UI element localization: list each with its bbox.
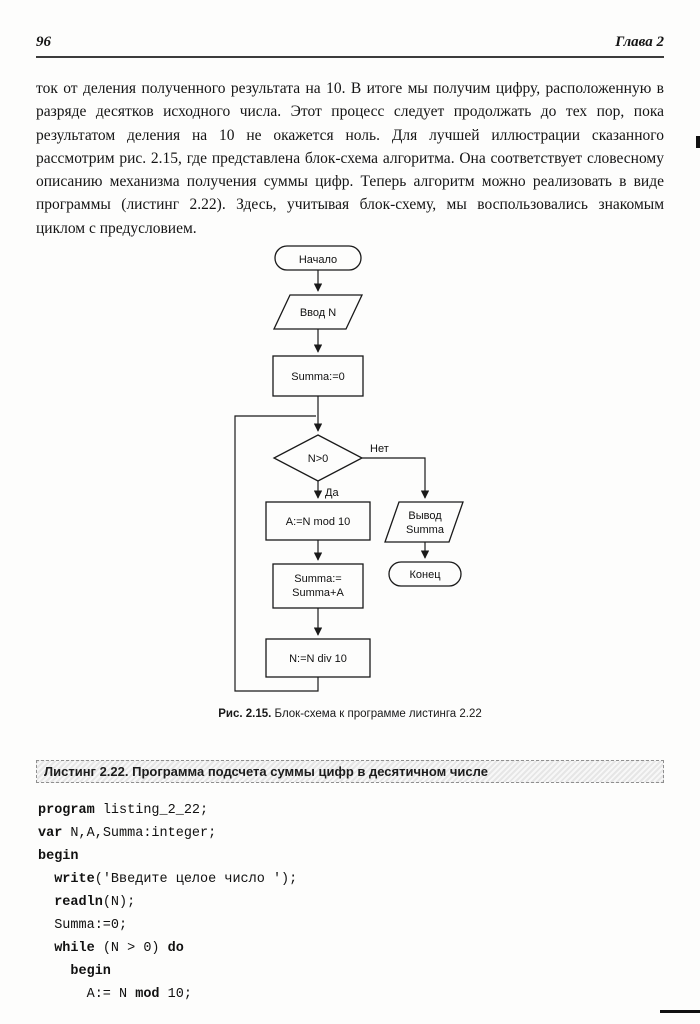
label-end: Конец <box>409 568 441 581</box>
page-header <box>36 0 664 58</box>
code-text: Summa:=0; <box>38 917 128 933</box>
code-text <box>38 941 54 956</box>
code-keyword: do <box>167 940 184 956</box>
code-text: listing_2_22; <box>94 802 209 818</box>
code-keyword: while <box>54 940 95 956</box>
code-line <box>38 914 664 937</box>
flowchart-figure <box>185 244 485 696</box>
flow-arrow-no-branch <box>362 458 425 498</box>
label-yes: Да <box>325 486 339 499</box>
label-div: N:=N div 10 <box>289 652 347 665</box>
flowchart-svg <box>185 244 485 696</box>
code-line <box>38 937 664 960</box>
code-line <box>38 891 664 914</box>
label-sum-line2: Summa+A <box>292 586 344 599</box>
page-number: 96 <box>36 34 51 50</box>
label-mod: A:=N mod 10 <box>285 515 351 528</box>
label-sum-line1: Summa:= <box>294 572 342 585</box>
process-sum <box>273 564 363 608</box>
code-text: ('Введите целое число '); <box>94 871 298 887</box>
body-paragraph: ток от деления полученного результата на 10. В итоге мы получим цифру, расположенную в разряде десятков исходного числа. Этот процесс следует продолжать до тех пор, пока результатом деления на 10 не окажется ноль. Для лучшей иллюстрации сказанного рассмотрим рис. 2.15, где представлена блок-схема алгоритма. Она соответствует словесному описанию механизма получения суммы цифр. Теперь алгоритм можно реализовать в виде программы (листинг 2.22). Здесь, учитывая блок-схему, мы воспользовались знакомым циклом с предусловием. <box>36 80 664 237</box>
figure-caption-number: Рис. 2.15. <box>218 707 272 720</box>
label-output-line2: Summa <box>406 523 444 536</box>
code-keyword: write <box>54 871 95 887</box>
code-text: N,A,Summa:integer; <box>62 825 217 841</box>
figure-caption-text: Блок-схема к программе листинга 2.22 <box>271 707 482 720</box>
code-keyword: readln <box>54 894 103 910</box>
label-init: Summa:=0 <box>291 370 345 383</box>
code-text: A:= N <box>38 986 136 1002</box>
listing-title: Листинг 2.22. Программа подсчета суммы цифр в десятичном числе <box>44 763 488 779</box>
code-keyword: begin <box>70 963 111 979</box>
label-condition: N>0 <box>307 452 329 465</box>
code-line <box>38 845 664 868</box>
label-start: Начало <box>298 253 338 266</box>
code-text: (N); <box>102 894 136 910</box>
scan-artifact <box>660 1010 700 1013</box>
chapter-title: Глава 2 <box>615 34 664 50</box>
code-text <box>38 895 54 910</box>
code-text <box>38 872 54 887</box>
io-output-summa <box>385 502 463 542</box>
code-keyword: begin <box>38 848 79 864</box>
scan-artifact <box>696 136 700 148</box>
code-keyword: program <box>38 802 95 818</box>
code-keyword: var <box>38 825 63 841</box>
label-output-line1: Вывод <box>408 509 442 522</box>
code-line <box>38 960 664 983</box>
label-no: Нет <box>370 442 389 455</box>
label-input: Ввод N <box>299 306 337 319</box>
code-line <box>38 983 664 1006</box>
code-listing <box>38 799 664 1006</box>
code-line <box>38 822 664 845</box>
listing-title-bar <box>36 760 664 783</box>
code-text: (N > 0) <box>94 940 168 956</box>
code-line <box>38 799 664 822</box>
figure-caption <box>36 708 664 720</box>
code-line <box>38 868 664 891</box>
code-keyword: mod <box>135 986 160 1002</box>
code-text <box>38 964 70 979</box>
code-text: 10; <box>159 986 192 1002</box>
